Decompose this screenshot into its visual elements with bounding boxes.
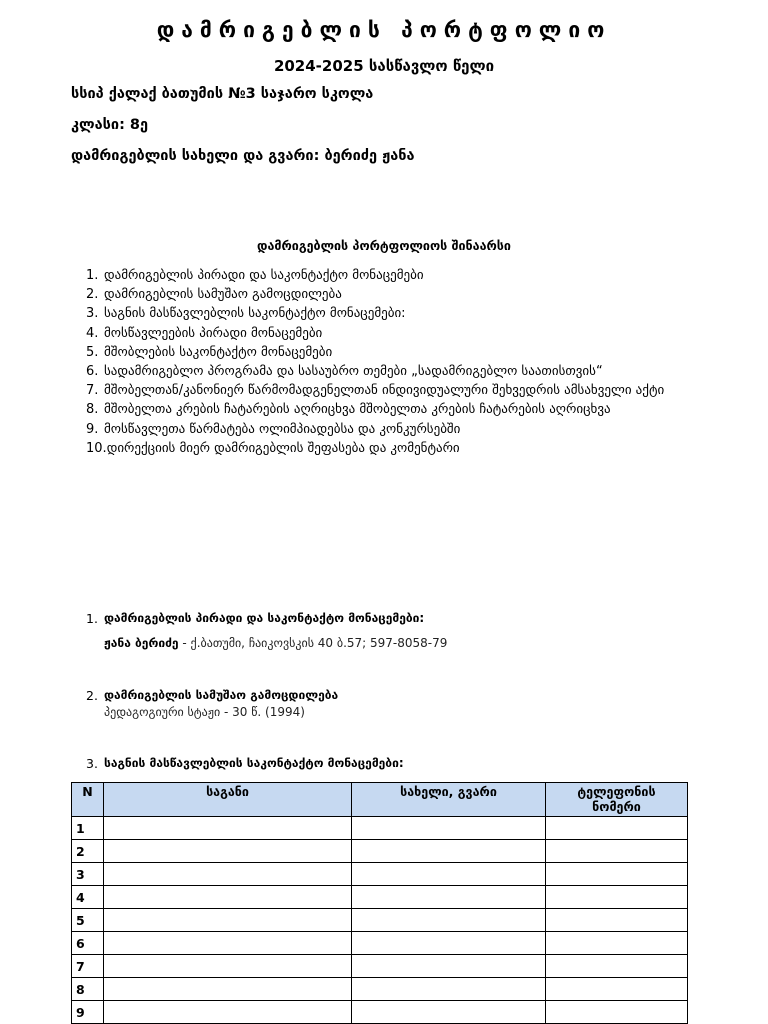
contents-item: 6. სადამრიგებლო პროგრამა და სასაუბრო თემები „სადამრიგებლო საათისთვის“ bbox=[86, 364, 603, 380]
contents-item: 2. დამრიგებლის სამუშაო გამოცდილება bbox=[86, 287, 342, 303]
section-3-heading: საგნის მასწავლებლის საკონტაქტო მონაცემები: bbox=[104, 756, 404, 770]
phone-cell[interactable] bbox=[546, 817, 688, 840]
contents-item: 10.დირექციის მიერ დამრიგებლის შეფასება და კომენტარი bbox=[86, 440, 460, 456]
row-number: 5 bbox=[72, 909, 104, 932]
name-cell[interactable] bbox=[352, 909, 546, 932]
contents-item: 8. მშობელთა კრების ჩატარების აღრიცხვა მშობელთა კრების ჩატარების აღრიცხვა bbox=[86, 402, 611, 418]
phone-cell[interactable] bbox=[546, 840, 688, 863]
column-header-n: N bbox=[72, 783, 104, 817]
name-cell[interactable] bbox=[352, 955, 546, 978]
phone-cell[interactable] bbox=[546, 932, 688, 955]
row-number: 4 bbox=[72, 886, 104, 909]
row-number: 2 bbox=[72, 840, 104, 863]
column-header-subject: საგანი bbox=[104, 783, 352, 817]
table-row bbox=[72, 1001, 688, 1024]
row-number: 8 bbox=[72, 978, 104, 1001]
subject-cell[interactable] bbox=[104, 932, 352, 955]
contents-item: 1. დამრიგებლის პირადი და საკონტაქტო მონაცემები bbox=[86, 268, 424, 283]
subject-cell[interactable] bbox=[104, 817, 352, 840]
table-row bbox=[72, 817, 688, 840]
name-cell[interactable] bbox=[352, 840, 546, 863]
section-2-heading: დამრიგებლის სამუშაო გამოცდილება bbox=[104, 688, 339, 702]
subject-cell[interactable] bbox=[104, 863, 352, 886]
subject-cell[interactable] bbox=[104, 909, 352, 932]
work-experience: პედაგოგიური სტაჟი - 30 წ. (1994) bbox=[104, 705, 305, 719]
subject-cell[interactable] bbox=[104, 1001, 352, 1024]
name-cell[interactable] bbox=[352, 978, 546, 1001]
subject-cell[interactable] bbox=[104, 955, 352, 978]
row-number: 1 bbox=[72, 817, 104, 840]
teacher-name: ჟანა ბერიძე bbox=[104, 636, 179, 650]
row-number: 9 bbox=[72, 1001, 104, 1024]
table-header-row bbox=[72, 783, 688, 817]
school-name: სსიპ ქალაქ ბათუმის №3 საჯარო სკოლა bbox=[71, 86, 374, 102]
table-row bbox=[72, 978, 688, 1001]
column-header-phone: ტელეფონის ნომერი bbox=[546, 783, 688, 817]
table-row bbox=[72, 863, 688, 886]
contents-item: 4. მოსწავლეების პირადი მონაცემები bbox=[86, 325, 323, 341]
table-row bbox=[72, 840, 688, 863]
teacher-contact bbox=[104, 636, 447, 650]
row-number: 7 bbox=[72, 955, 104, 978]
portfolio-title: დამრიგებლის პორტფოლიო bbox=[156, 18, 612, 42]
section-3-number: 3. bbox=[86, 756, 98, 771]
name-cell[interactable] bbox=[352, 817, 546, 840]
section-2-number: 2. bbox=[86, 688, 98, 703]
contents-list bbox=[86, 266, 664, 458]
subject-cell[interactable] bbox=[104, 978, 352, 1001]
table-row bbox=[72, 909, 688, 932]
phone-cell[interactable] bbox=[546, 886, 688, 909]
subject-teachers-table bbox=[71, 782, 688, 1024]
phone-cell[interactable] bbox=[546, 978, 688, 1001]
phone-cell[interactable] bbox=[546, 909, 688, 932]
teacher-address-phone: - ქ.ბათუმი, ჩაიკოვსკის 40 ბ.57; 597-8058-79 bbox=[178, 636, 448, 650]
row-number: 3 bbox=[72, 863, 104, 886]
contents-item: 9. მოსწავლეთა წარმატება ოლიმპიადებსა და კონკურსებში bbox=[86, 421, 461, 437]
table-row bbox=[72, 955, 688, 978]
contents-item: 3. საგნის მასწავლებლის საკონტაქტო მონაცემები: bbox=[86, 306, 406, 322]
column-header-name: სახელი, გვარი bbox=[352, 783, 546, 817]
phone-cell[interactable] bbox=[546, 863, 688, 886]
name-cell[interactable] bbox=[352, 932, 546, 955]
subject-cell[interactable] bbox=[104, 886, 352, 909]
name-cell[interactable] bbox=[352, 863, 546, 886]
name-cell[interactable] bbox=[352, 886, 546, 909]
contents-item: 7. მშობელთან/კანონიერ წარმომადგენელთან ინდივიდუალური შეხვედრის ამსახველი აქტი bbox=[86, 383, 665, 399]
name-cell[interactable] bbox=[352, 1001, 546, 1024]
table-row bbox=[72, 932, 688, 955]
phone-cell[interactable] bbox=[546, 955, 688, 978]
row-number: 6 bbox=[72, 932, 104, 955]
teacher-name-line: დამრიგებლის სახელი და გვარი: ბერიძე ჟანა bbox=[71, 148, 415, 164]
contents-heading: დამრიგებლის პორტფოლიოს შინაარსი bbox=[257, 238, 511, 253]
phone-cell[interactable] bbox=[546, 1001, 688, 1024]
section-1-heading: დამრიგებლის პირადი და საკონტაქტო მონაცემები: bbox=[104, 611, 425, 625]
table-row bbox=[72, 886, 688, 909]
section-1-number: 1. bbox=[86, 611, 98, 626]
class-line: კლასი: 8ე bbox=[71, 117, 149, 133]
school-year: 2024-2025 სასწავლო წელი bbox=[273, 57, 495, 75]
contents-item: 5. მშობლების საკონტაქტო მონაცემები bbox=[86, 344, 333, 360]
subject-cell[interactable] bbox=[104, 840, 352, 863]
